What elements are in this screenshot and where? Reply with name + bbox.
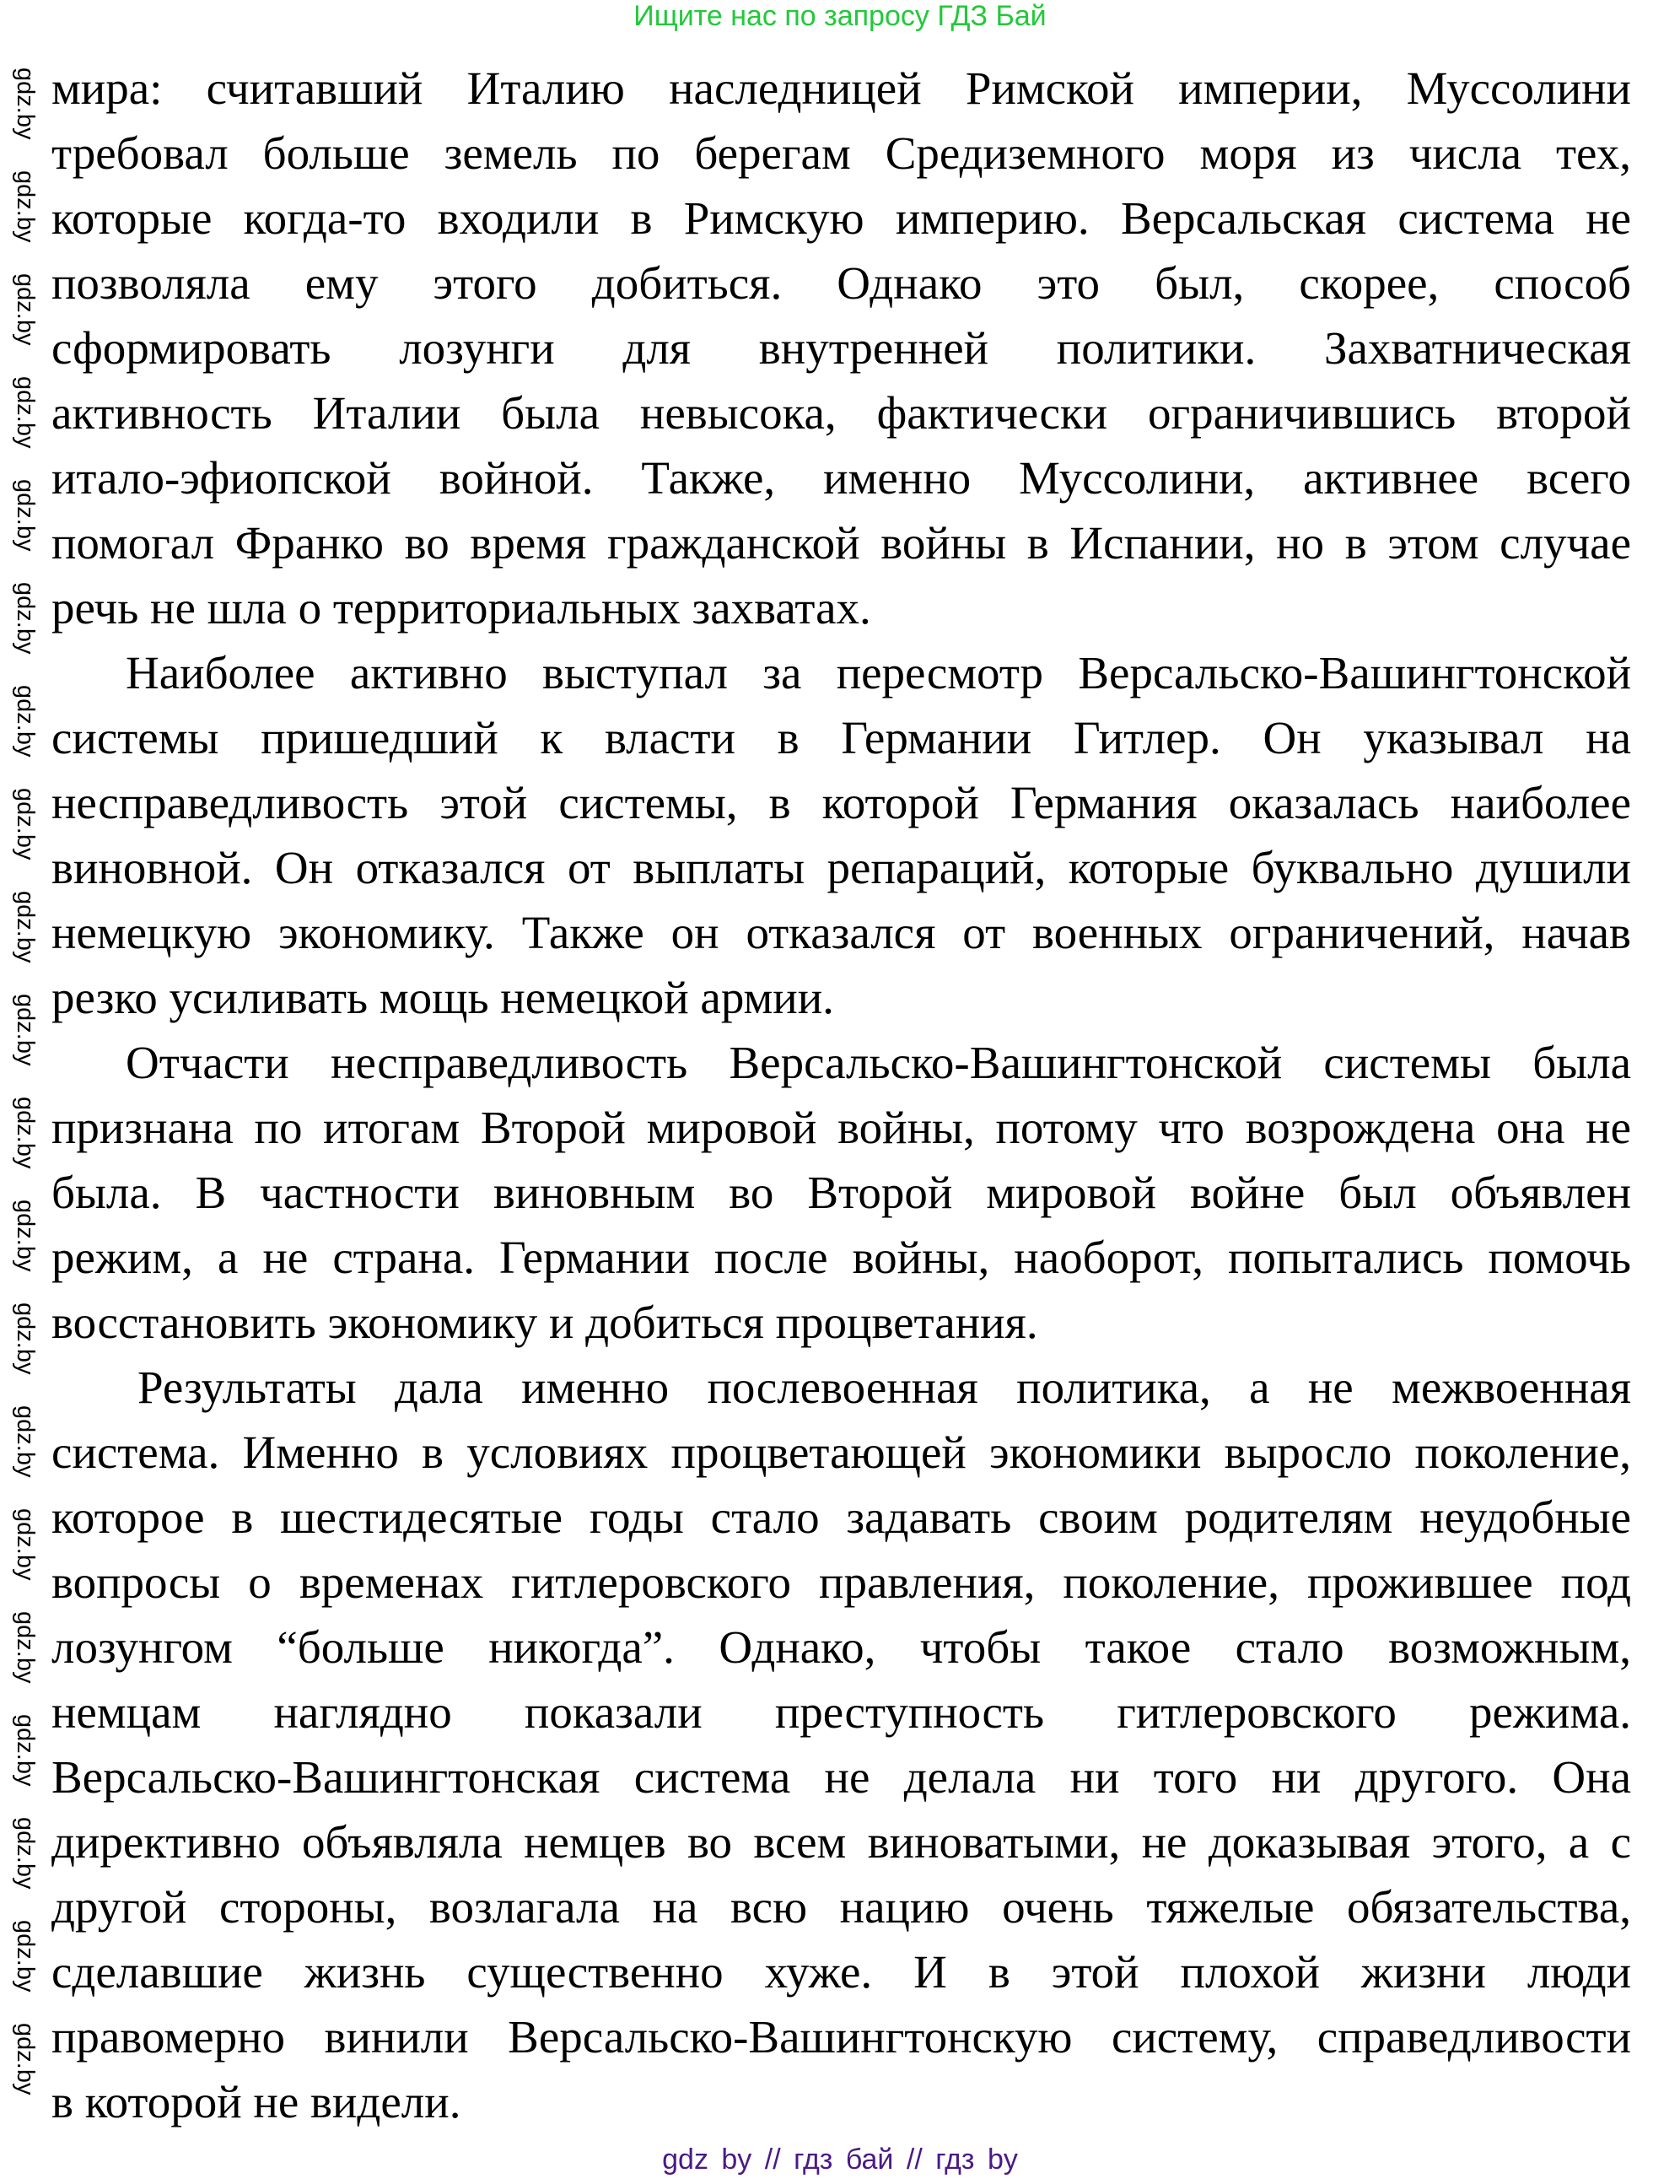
text-line: немецкую экономику. Также он отказался от военных ограничений, начав <box>51 907 1631 958</box>
text-line: Результаты дала именно послевоенная политика, а не межвоенная <box>137 1362 1631 1413</box>
watermark-text: gdz.by <box>12 1508 39 1581</box>
text-line: Наиболее активно выступал за пересмотр Версальско-Вашингтонской <box>126 647 1631 698</box>
text-line: системы пришедший к власти в Германии Гитлер. Он указывал на <box>51 712 1631 763</box>
text-line: немцам наглядно показали преступность гитлеровского режима. <box>51 1686 1631 1738</box>
text-line: лозунгом “больше никогда”. Однако, чтобы такое стало возможным, <box>51 1621 1631 1673</box>
watermark-text: gdz.by <box>12 788 39 860</box>
watermark-text: gdz.by <box>12 1714 39 1787</box>
text-line: мира: считавший Италию наследницей Римской империи, Муссолини <box>51 62 1631 114</box>
watermark-text: gdz.by <box>12 1405 39 1478</box>
watermark-text: gdz.by <box>12 479 39 552</box>
text-line: несправедливость этой системы, в которой Германия оказалась наиболее <box>51 777 1631 828</box>
paragraph <box>51 56 1631 640</box>
footer-links: gdz by // гдз бай // гдз by <box>662 2144 1018 2176</box>
text-line: сформировать лозунги для внутренней политики. Захватническая <box>51 322 1631 374</box>
text-line: сделавшие жизнь существенно хуже. И в этой плохой жизни люди <box>51 1946 1631 1998</box>
watermark-text: gdz.by <box>12 891 39 963</box>
watermark-text: gdz.by <box>12 1611 39 1684</box>
text-line: была. В частности виновным во Второй мировой войне был объявлен <box>51 1167 1631 1218</box>
text-line: требовал больше земель по берегам Средиземного моря из числа тех, <box>51 127 1631 179</box>
text-line: восстановить экономику и добиться процветания. <box>51 1297 1038 1348</box>
watermark-text: gdz.by <box>12 170 39 243</box>
text-line: вопросы о временах гитлеровского правления, поколение, прожившее под <box>51 1556 1631 1608</box>
text-line: которое в шестидесятые годы стало задавать своим родителям неудобные <box>51 1491 1631 1543</box>
document-body <box>51 56 1631 2134</box>
text-line: позволяла ему этого добиться. Однако это был, скорее, способ <box>51 257 1631 309</box>
paragraph <box>51 640 1631 1030</box>
watermark-text: gdz.by <box>12 273 39 346</box>
text-line: помогал Франко во время гражданской войны в Испании, но в этом случае <box>51 517 1631 569</box>
text-line: резко усиливать мощь немецкой армии. <box>51 972 834 1023</box>
text-line: активность Италии была невысока, фактически ограничившись второй <box>51 387 1631 439</box>
text-line: Отчасти несправедливость Версальско-Вашингтонской системы была <box>126 1037 1631 1088</box>
watermark-text: gdz.by <box>12 685 39 758</box>
text-line: которые когда-то входили в Римскую империю. Версальская система не <box>51 192 1631 244</box>
text-line: виновной. Он отказался от выплаты репараций, которые буквально душили <box>51 842 1631 893</box>
watermark-text: gdz.by <box>12 582 39 655</box>
text-line: признана по итогам Второй мировой войны, потому что возрождена она не <box>51 1102 1631 1153</box>
watermark-text: gdz.by <box>12 1200 39 1272</box>
text-line: директивно объявляла немцев во всем виноватыми, не доказывая этого, а с <box>51 1816 1631 1868</box>
paragraph <box>51 1030 1631 1355</box>
watermark-text: gdz.by <box>12 1302 39 1375</box>
search-hint-banner: Ищите нас по запросу ГДЗ Бай <box>633 0 1047 32</box>
text-line: режим, а не страна. Германии после войны, наоборот, попытались помочь <box>51 1232 1631 1283</box>
text-line: в которой не видели. <box>51 2076 461 2127</box>
watermark-text: gdz.by <box>12 994 39 1066</box>
text-line: итало-эфиопской войной. Также, именно Муссолини, активнее всего <box>51 452 1631 504</box>
watermark-text: gdz.by <box>12 1097 39 1169</box>
paragraph <box>51 1355 1631 2134</box>
text-line: правомерно винили Версальско-Вашингтонскую систему, справедливости <box>51 2011 1631 2063</box>
watermark-text: gdz.by <box>12 2023 39 2095</box>
text-line: речь не шла о территориальных захватах. <box>51 582 871 634</box>
text-line: другой стороны, возлагала на всю нацию очень тяжелые обязательства, <box>51 1881 1631 1933</box>
watermark-text: gdz.by <box>12 376 39 449</box>
text-line: система. Именно в условиях процветающей экономики выросло поколение, <box>51 1426 1631 1478</box>
text-line: Версальско-Вашингтонская система не делала ни того ни другого. Она <box>51 1751 1631 1803</box>
watermark-text: gdz.by <box>12 67 39 140</box>
watermark-text: gdz.by <box>12 1817 39 1890</box>
watermark-text: gdz.by <box>12 1920 39 1993</box>
